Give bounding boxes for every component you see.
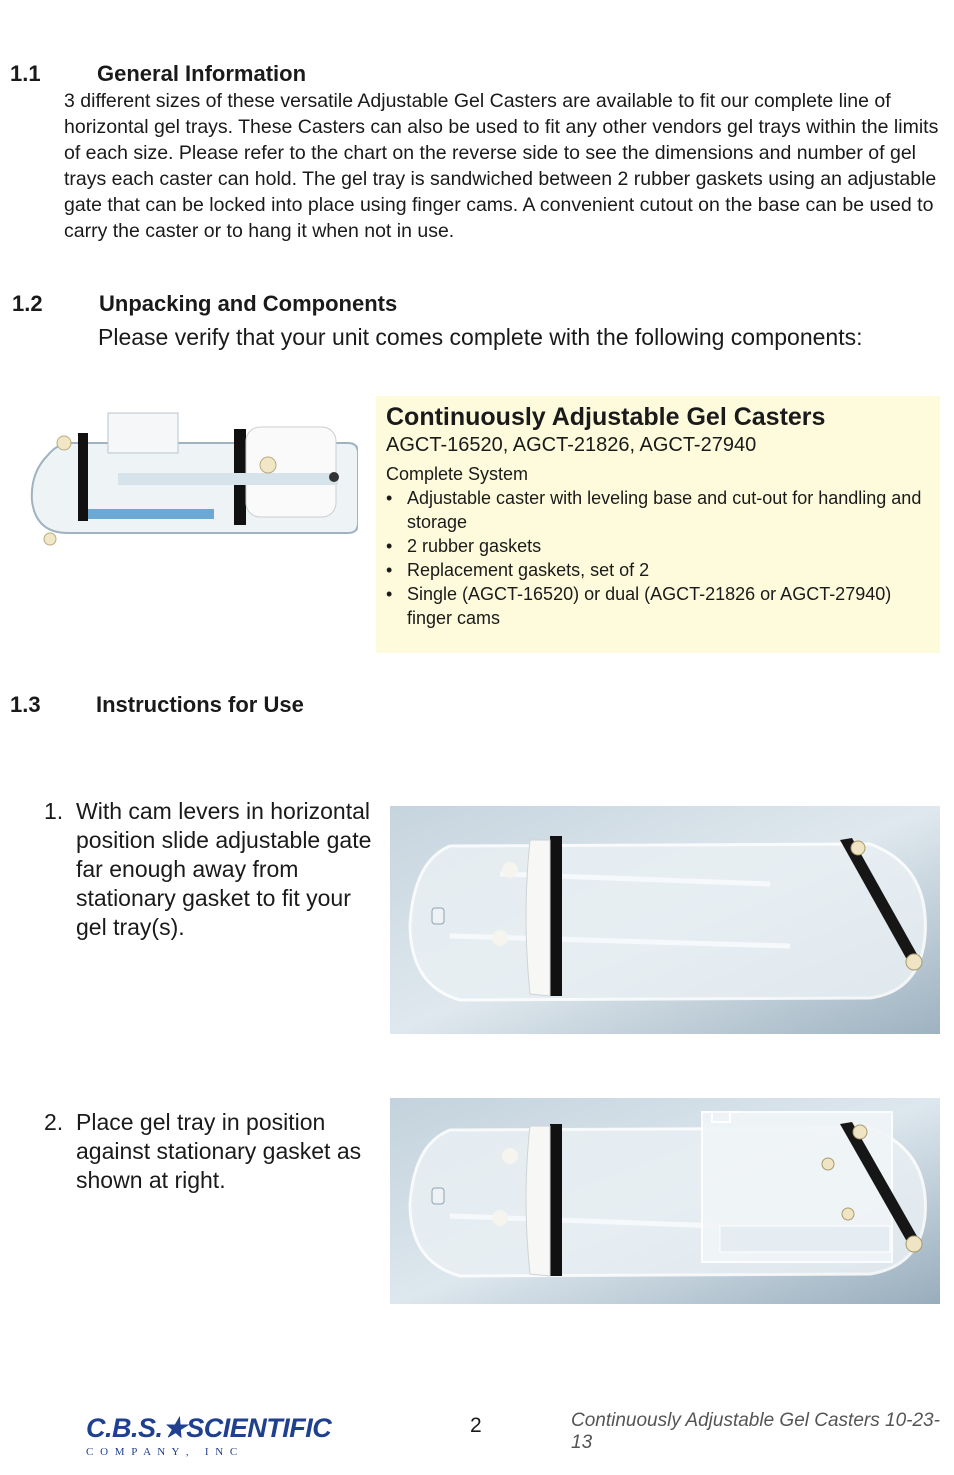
general-information-text: 3 different sizes of these versatile Adjustable Gel Casters are available to fit our complete line of horizontal gel trays. These Casters can also be used to fit any other vendors gel trays within the limits of each size. Please refer to the chart on the reverse side to see the dimensions and number of gel trays each caster can hold. The gel tray is sandwiched between 2 rubber gaskets using an adjustable gate that can be locked into place using finger cams. A convenient cutout on the base can be used to carry the caster or to hang it when not in use.: [64, 90, 939, 242]
component-list: [386, 486, 940, 630]
section-number-instructions: 1.3: [10, 692, 41, 717]
unpacking-intro: Please verify that your unit comes complete with the following components:: [98, 324, 863, 350]
component-text-1: Adjustable caster with leveling base and cut-out for handling and storage: [407, 488, 922, 532]
step-2-number: 2.: [44, 1109, 64, 1135]
section-number-unpacking: 1.2: [12, 291, 43, 316]
document-title-footer: Continuously Adjustable Gel Casters 10-23-13: [571, 1410, 940, 1453]
section-title-general: General Information: [97, 61, 307, 86]
product-subtitle: Complete System: [386, 464, 529, 484]
section-title-instructions: Instructions for Use: [96, 692, 304, 717]
step-2-photo: [390, 1098, 940, 1304]
section-number-general: 1.1: [10, 61, 41, 86]
product-title: Continuously Adjustable Gel Casters: [386, 403, 826, 431]
product-components-box: [376, 396, 940, 653]
bullet-1: •: [386, 488, 393, 508]
step-1-text: With cam levers in horizontal position slide adjustable gate far enough away from stationary gasket to fit your gel tray(s).: [76, 798, 372, 940]
bullet-2: •: [386, 536, 393, 556]
logo-wordmark: C.B.S.★SCIENTIFIC: [86, 1413, 332, 1443]
step-2: [44, 1108, 389, 1195]
logo-company-line: C O M P A N Y , I N C: [86, 1446, 240, 1458]
step-2-text: Place gel tray in position against stationary gasket as shown at right.: [76, 1109, 362, 1193]
step-1-number: 1.: [44, 798, 64, 824]
list-item: [386, 582, 940, 630]
component-text-4: Single (AGCT-16520) or dual (AGCT-21826 or AGCT-27940) finger cams: [407, 584, 892, 628]
list-item: [386, 558, 940, 582]
step-1: [44, 797, 379, 942]
list-item: [386, 534, 940, 558]
page-number: 2: [470, 1414, 482, 1437]
component-text-3: Replacement gaskets, set of 2: [407, 560, 650, 580]
component-text-2: 2 rubber gaskets: [407, 536, 542, 556]
section-title-unpacking: Unpacking and Components: [99, 291, 398, 316]
bullet-4: •: [386, 584, 393, 604]
product-model-numbers: AGCT-16520, AGCT-21826, AGCT-27940: [386, 434, 757, 456]
bullet-3: •: [386, 560, 393, 580]
step-1-photo: [390, 806, 940, 1034]
company-logo: [86, 1412, 332, 1458]
list-item: [386, 486, 940, 534]
gel-caster-product-photo: [28, 403, 358, 553]
